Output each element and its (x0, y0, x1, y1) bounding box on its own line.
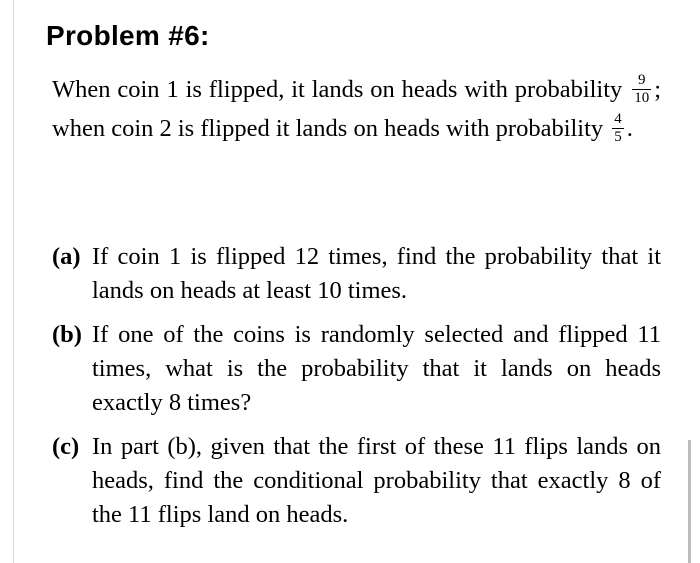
part-text: In part (b), given that the first of these 11 flips lands on heads, find the conditional probability that exactly 8 of the 11 flips land on heads. (92, 433, 661, 528)
problem-title: Problem #6: (46, 20, 210, 51)
part-text: If coin 1 is flipped 12 times, find the probability that it lands on heads at least 10 times. (92, 243, 661, 304)
part-label: (a) (52, 243, 81, 270)
part-label: (b) (52, 321, 82, 348)
problem-statement (52, 70, 661, 148)
fraction-four-fifths (612, 112, 624, 145)
fraction-denominator: 5 (614, 128, 622, 145)
part-c (52, 430, 661, 532)
fraction-numerator: 4 (614, 110, 622, 127)
fraction-denominator: 10 (634, 89, 650, 106)
statement-text-3: . (626, 115, 633, 142)
statement-text-1: When coin 1 is flipped, it lands on heads with probability (52, 76, 623, 103)
left-margin-rule (13, 0, 14, 563)
part-text: If one of the coins is randomly selected and flipped 11 times, what is the probability that it lands on heads exactly 8 times? (92, 321, 661, 416)
fraction-nine-tenths (632, 73, 651, 106)
part-b (52, 318, 661, 420)
fraction-numerator: 9 (632, 73, 651, 90)
scrollbar-thumb[interactable] (688, 440, 691, 563)
part-a (52, 240, 661, 308)
part-label: (c) (52, 433, 80, 460)
problem-parts-list (52, 240, 661, 542)
statement-text-2: ; when coin 2 is flipped it lands on heads with probability (52, 76, 661, 142)
